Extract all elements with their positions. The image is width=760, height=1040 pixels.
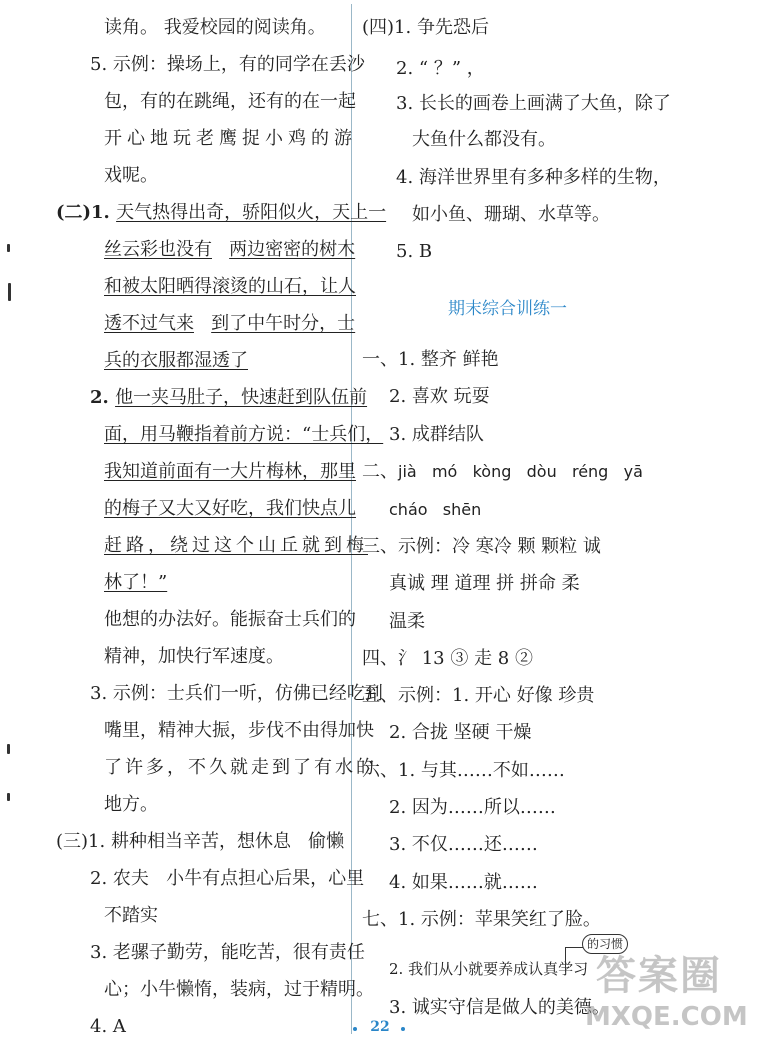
answer-text: 他一夹马肚子，快速赶到队伍前 [115,387,368,408]
margin-mark [7,744,10,754]
question-number: 2. [90,387,116,408]
question-number: (二)1. [56,202,117,223]
margin-mark [7,793,10,801]
left-line-11 [90,386,367,410]
margin-mark [7,244,10,252]
left-line-20: 嘴里，精神大振，步伐不由得加快 [104,720,374,741]
left-line-6 [56,201,386,225]
right-line-s10: 五、示例：1. 开心 好像 珍贵 [362,685,595,706]
left-line-12: 面，用马鞭指着前方说：“士兵们， [104,424,384,445]
correction-bubble: 的习惯 [582,934,628,954]
answer-text: 透不过气来 [104,313,194,334]
left-line-9 [104,312,355,336]
watermark-url: MXQE.COM [585,1002,748,1032]
left-line-10: 兵的衣服都湿透了 [104,350,248,371]
right-line-s11: 2. 合拢 坚硬 干燥 [389,722,532,743]
left-line-17: 他想的办法好。能振奋士兵们的 [104,609,356,630]
page-number: 22 [370,1019,390,1035]
right-line-s5: cháo shēn [389,500,482,519]
right-line-s1: 一、1. 整齐 鲜艳 [362,349,499,370]
right-line-s18: 3. 诚实守信是做人的美德。 [389,997,610,1018]
right-line-s15: 4. 如果……就…… [389,872,538,893]
right-line-s2: 2. 喜欢 玩耍 [389,386,490,407]
left-line-8: 和被太阳晒得滚烫的山石，让人 [104,276,356,297]
margin-mark [8,283,11,301]
right-line-s13: 2. 因为……所以…… [389,797,556,818]
left-line-22: 地方。 [104,794,158,815]
left-line-18: 精神，加快行军速度。 [104,646,284,667]
right-line-s9: 四、氵 13 ③ 走 8 ② [362,648,533,669]
left-line-15: 赶路，绕过这个山丘就到梅 [104,535,368,556]
right-line-6: 如小鱼、珊瑚、水草等。 [412,204,610,225]
left-line-26: 3. 老骡子勤劳，能吃苦，很有责任 [90,942,365,963]
right-line-s16: 七、1. 示例：苹果笑红了脸。 [362,909,601,930]
right-line-s3: 3. 成群结队 [389,424,484,445]
left-line-23 [56,830,344,854]
right-line-1: (四)1. 争先恐后 [362,17,489,38]
left-line-28: 4. A [90,1016,126,1037]
right-line-2: 2. “ ？” ， [396,58,485,79]
insert-bracket [565,947,584,972]
right-line-s6: 三、示例：冷 寒冷 颗 颗粒 诚 [362,536,601,557]
left-line-2: 5. 示例：操场上，有的同学在丢沙 [90,54,365,75]
left-line-16: 林了！” [104,572,168,593]
page-dot-right [401,1027,405,1031]
left-line-3: 包，有的在跳绳，还有的在一起 [104,91,356,112]
right-line-5: 4. 海洋世界里有多种多样的生物， [396,167,671,188]
right-line-s8: 温柔 [389,611,425,632]
answer-text: 到了中午时分，士 [211,313,356,334]
left-line-1: 读角。 我爱校园的阅读角。 [104,17,326,38]
watermark-logo: 答案圈 [596,953,722,999]
left-line-19: 3. 示例：士兵们一听，仿佛已经吃到 [90,683,383,704]
answer-text: (三)1. 耕种相当辛苦，想休息 [56,831,291,852]
section-title: 期末综合训练一 [448,299,567,319]
right-line-s14: 3. 不仅……还…… [389,834,538,855]
answer-text: 天气热得出奇，骄阳似火，天上一 [116,202,387,223]
right-line-7: 5. B [396,241,433,262]
left-line-13: 我知道前面有一大片梅林，那里 [104,461,356,482]
left-line-21: 了许多，不久就走到了有水的 [104,757,377,778]
left-line-7 [104,238,355,262]
answer-text: 偷懒 [308,831,345,852]
right-line-s4 [362,460,643,484]
answer-text: 小牛有点担心后果，心里 [166,868,365,889]
left-line-14: 的梅子又大又好吃，我们快点儿 [104,498,356,519]
right-line-s12: 六、1. 与其……不如…… [362,760,565,781]
answer-text: 两边密密的树木 [229,239,356,260]
left-line-5: 戏呢。 [104,165,158,186]
left-line-27: 心；小牛懒惰，装病，过于精明。 [104,979,374,1000]
right-line-4: 大鱼什么都没有。 [412,129,556,150]
left-line-4: 开心地玩老鹰捉小鸡的游 [104,128,357,149]
right-line-s7: 真诚 理 道理 拼 拼命 柔 [389,573,580,594]
left-line-24 [90,867,364,891]
answer-text: 2. 农夫 [90,868,149,889]
answer-text: 丝云彩也没有 [104,239,212,260]
right-line-3: 3. 长长的画卷上画满了大鱼，除了 [396,93,671,114]
question-number: 二、 [362,461,398,482]
pinyin-answer: jià mó kòng dòu réng yā [398,462,643,481]
right-line-s17: 2. 我们从小就要养成认真学习 [389,960,589,978]
left-line-25: 不踏实 [104,905,158,926]
